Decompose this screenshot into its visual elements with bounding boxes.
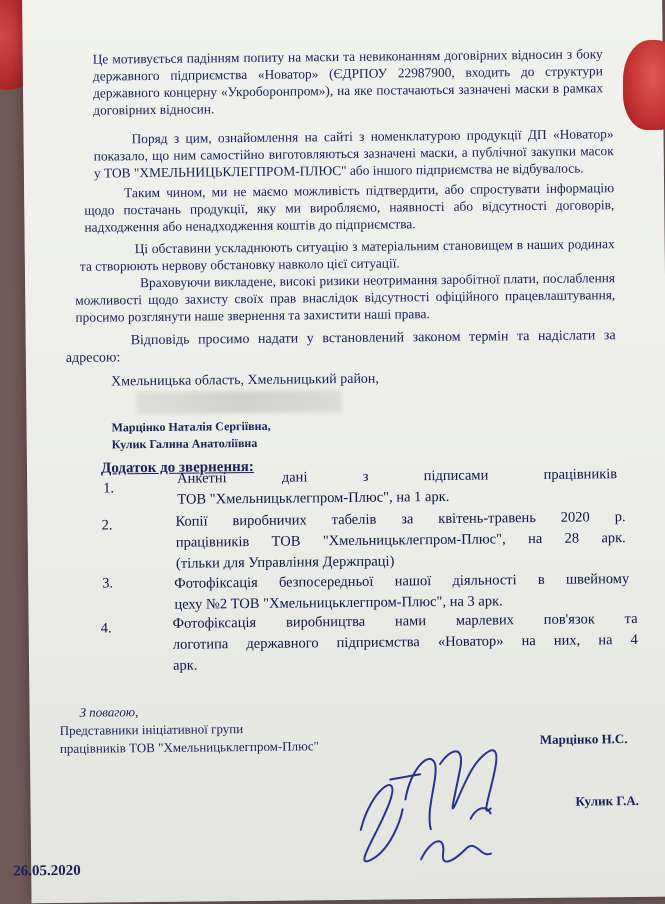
annex-item-2-line3: (тільки для Управління Держпраці) xyxy=(175,553,395,572)
paragraph-4: Ці обставини ускладнюють ситуацію з матеріальним становищем в наших родинах та створюють нервову обстановку навколо цієї ситуації. xyxy=(79,236,615,274)
annex-item-2-line1: Копії виробничих табелів за квітень-травень 2020 р. xyxy=(175,509,626,530)
annex-item-4-line3: арк. xyxy=(172,657,198,674)
annex-item-1-line1: Анкетні дані з підписами працівників xyxy=(177,466,618,487)
paragraph-5: Враховуючи викладене, високі ризики неотримання заробітної плати, послаблення можливості щодо захисту своїх прав внаслідок відсутності офіційного працевлаштування, просимо розглянути наше звернення та захистити наші права. xyxy=(75,270,616,325)
annex-item-4-number: 4. xyxy=(100,620,112,637)
annex-title: Додаток до звернення: xyxy=(100,458,254,477)
annex-item-4-line1: Фотофіксація виробництва нами марлевих пов'язок та xyxy=(172,610,638,632)
paragraph-6: Відповідь просимо надати у встановлений законом термін та надіслати за адресою: xyxy=(65,328,616,366)
document-page xyxy=(13,0,665,903)
representatives-line-2: працівників ТОВ "Хмельницьклегпром-Плюс" xyxy=(59,738,319,756)
address-line: Хмельницька область, Хмельницький район, xyxy=(111,371,379,390)
annex-item-4-line2: логотипа державного підприємства «Новатор» на них, на 4 xyxy=(172,631,638,653)
paragraph-1: Це мотивується падінням попиту на маски та невиконанням договірних відносин з боку державного підприємства «Новатор» (ЄДРПОУ 22987900, входить до структури державного концерну «Укроборонпром»), на яке постачаються зазначені маски в рамках договірних відносин. xyxy=(92,46,604,118)
annex-item-3-line2: цеху №2 ТОВ "Хмельницьклегпром-Плюс", на 3 арк. xyxy=(174,593,503,613)
annex-item-2-number: 2. xyxy=(101,517,113,534)
annex-item-4 xyxy=(173,609,639,677)
annex-item-2 xyxy=(175,507,626,575)
signatory-2: Кулик Г.А. xyxy=(575,792,640,809)
annex-item-3-line1: Фотофіксація безпосередньої нашої діяльності в швейному xyxy=(174,571,630,592)
annex-item-3-number: 3. xyxy=(102,575,114,592)
annex-item-1-line2: ТОВ "Хмельницьклегпром-Плюс", на 1 арк. xyxy=(177,488,450,508)
finger-right xyxy=(623,40,665,130)
recipient-name-2: Кулик Галина Анатоліївна xyxy=(111,435,258,452)
recipient-name-1: Марцінко Наталія Сергіївна, xyxy=(111,418,271,435)
paragraph-3: Таким чином, ми не маємо можливість підтвердити, або спростувати інформацію щодо постачань продукції, яку ми виробляємо, наявності або відсутності договорів, надходження або ненадходження коштів до підприємства. xyxy=(84,180,615,235)
document-date: 26.05.2020 xyxy=(13,862,81,880)
paragraph-2: Поряд з цим, ознайомлення на сайті з номенклатурою продукції ДП «Новатор» показало, що ним самостійно виготовляються зазначені маски, а публічної закупки масок у ТОВ "ХМЕЛЬНИЦЬКЛЕГПРОМ-ПЛЮС" або іншого підприємства не відбувалось. xyxy=(93,126,614,181)
handwritten-signature xyxy=(330,708,532,890)
annex-item-1-number: 1. xyxy=(103,480,115,497)
regards: З повагою, xyxy=(79,704,139,720)
annex-item-2-line2: працівників ТОВ "Хмельницьклегпром-Плюс", на 28 арк. xyxy=(175,530,626,551)
representatives-line-1: Представники ініціативної групи xyxy=(59,721,244,738)
annex-item-1 xyxy=(177,464,617,511)
signatory-1: Марцінко Н.С. xyxy=(539,731,628,747)
redacted-address xyxy=(136,390,341,414)
